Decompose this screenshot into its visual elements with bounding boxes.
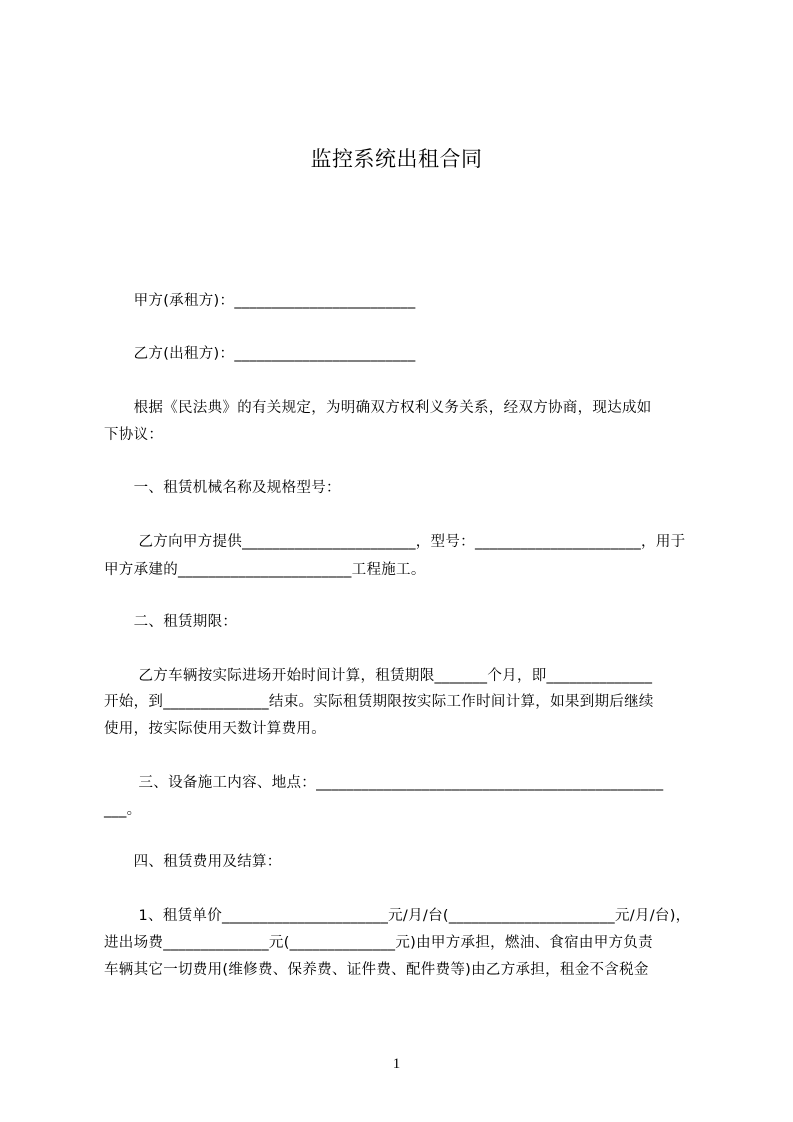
section-2-line-1: 乙方车辆按实际进场开始时间计算，租赁期限_______个月，即______________ <box>104 668 653 684</box>
section-4-heading: 四、租赁费用及结算： <box>104 854 282 870</box>
preamble-line-2: 下协议： <box>104 427 164 443</box>
section-2-heading: 二、租赁期限： <box>104 614 238 630</box>
party-b-line: 乙方(出租方)：________________________ <box>104 346 416 362</box>
section-4-line-3: 车辆其它一切费用(维修费、保养费、证件费、配件费等)由乙方承担，租金不含税金 <box>104 962 649 978</box>
section-1-line-1: 乙方向甲方提供_______________________，型号：______________________，用于 <box>104 534 686 550</box>
section-3-line-2: ___。 <box>104 802 142 818</box>
section-4-line-2: 进出场费______________元(______________元)由甲方承担，燃油、食宿由甲方负责 <box>104 935 653 951</box>
section-4-line-1: 1、租赁单价______________________元/月/台(______________________元/月/台)， <box>104 908 691 924</box>
section-1-line-2: 甲方承建的_______________________工程施工。 <box>104 562 426 578</box>
document-title: 监控系统出租合同 <box>310 147 483 171</box>
section-2-line-2: 开始，到______________结束。实际租赁期限按实际工作时间计算，如果到期后继续 <box>104 694 654 710</box>
section-2-line-3: 使用，按实际使用天数计算费用。 <box>104 721 326 737</box>
party-a-line: 甲方(承租方)：________________________ <box>104 293 416 309</box>
preamble-line-1: 根据《民法典》的有关规定，为明确双方权利义务关系，经双方协商，现达成如 <box>104 400 652 416</box>
section-1-heading: 一、租赁机械名称及规格型号： <box>104 480 341 496</box>
section-3-line-1: 三、设备施工内容、地点：______________________________________________ <box>104 775 664 791</box>
page-number: 1 <box>392 1056 401 1072</box>
